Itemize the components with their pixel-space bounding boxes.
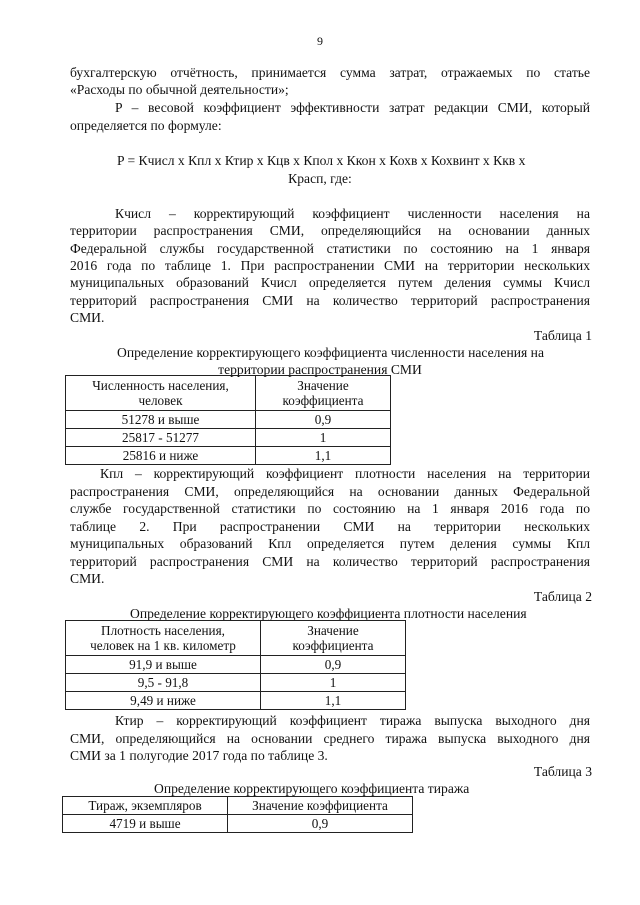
formula-line: Красп, где: <box>288 171 352 186</box>
table-cell: 1 <box>256 429 391 447</box>
table-cell: 25816 и ниже <box>66 447 256 465</box>
table-row <box>66 656 406 674</box>
paragraph-line: территорий распространения СМИ на количество территорий распространения <box>70 554 590 569</box>
paragraph-line: территорий распространения СМИ на количество территорий распространения <box>70 293 590 308</box>
paragraph-line: территории распространения СМИ, определяющийся на основании данных <box>70 223 590 238</box>
paragraph-line: определяется по формуле: <box>70 118 222 133</box>
paragraph-line: СМИ, определяющийся на основании среднего тиража выпуска выходного дня <box>70 731 590 746</box>
table-cell: 25817 - 51277 <box>66 429 256 447</box>
table-label: Таблица 3 <box>533 764 592 779</box>
header-cell <box>256 376 391 411</box>
table-label: Таблица 2 <box>533 589 592 604</box>
header-line: Значение <box>307 623 359 638</box>
table-density <box>65 620 406 710</box>
paragraph-line: Федеральной службы государственной статистики по состоянию на 1 января <box>70 241 590 256</box>
table-header-row <box>63 797 413 815</box>
paragraph-line: Кчисл – корректирующий коэффициент численности населения на <box>115 206 590 221</box>
paragraph-line: Ктир – корректирующий коэффициент тиража выпуска выходного дня <box>115 713 590 728</box>
table-row <box>66 411 391 429</box>
table-title: Определение корректирующего коэффициента тиража <box>154 781 470 796</box>
table-cell: 1 <box>261 674 406 692</box>
table-title: Определение корректирующего коэффициента численности населения на <box>117 345 544 360</box>
formula-line: P = Кчисл х Кпл х Ктир х Кцв х Кпол х Ккон х Кохв х Кохвинт х Ккв х <box>117 153 526 168</box>
table-row <box>66 692 406 710</box>
paragraph-line: службе государственной статистики по состоянию на 1 января 2016 года по <box>70 501 590 516</box>
table-cell: 4719 и выше <box>63 815 228 833</box>
table-row <box>66 429 391 447</box>
header-line: коэффициента <box>292 638 374 653</box>
table-title: территории распространения СМИ <box>218 362 422 377</box>
table-cell: 0,9 <box>256 411 391 429</box>
header-cell <box>66 621 261 656</box>
header-line: Значение <box>297 378 349 393</box>
paragraph-line: распространения СМИ, определяющийся на основании данных Федеральной <box>70 484 590 499</box>
table-row <box>66 674 406 692</box>
header-line: коэффициента <box>282 393 364 408</box>
paragraph-line: 2016 года по таблице 1. При распространении СМИ на территории нескольких <box>70 258 590 273</box>
header-line: Плотность населения, <box>101 623 225 638</box>
table-cell: 9,49 и ниже <box>66 692 261 710</box>
paragraph-line: муниципальных образований Кчисл определяется путем деления суммы Кчисл <box>70 275 590 290</box>
paragraph-line: P – весовой коэффициент эффективности затрат редакции СМИ, который <box>115 100 590 115</box>
paragraph-line: бухгалтерскую отчётность, принимается сумма затрат, отражаемых по статье <box>70 65 590 80</box>
table-header-row <box>66 376 391 411</box>
table-cell: 51278 и выше <box>66 411 256 429</box>
paragraph-line: Кпл – корректирующий коэффициент плотности населения на территории <box>100 466 590 481</box>
table-cell: 1,1 <box>256 447 391 465</box>
page-number: 9 <box>317 34 323 48</box>
paragraph-line: «Расходы по обычной деятельности»; <box>70 82 289 97</box>
header-line: человек на 1 кв. километр <box>90 638 236 653</box>
table-cell: 91,9 и выше <box>66 656 261 674</box>
table-cell: 1,1 <box>261 692 406 710</box>
table-cell: 9,5 - 91,8 <box>66 674 261 692</box>
table-circulation <box>62 796 413 833</box>
paragraph-line: СМИ за 1 полугодие 2017 года по таблице 3. <box>70 748 328 763</box>
paragraph-line: таблице 2. При распространении СМИ на территории нескольких <box>70 519 590 534</box>
header-line: человек <box>138 393 183 408</box>
table-row <box>66 447 391 465</box>
table-cell: 0,9 <box>228 815 413 833</box>
paragraph-line: СМИ. <box>70 310 105 325</box>
paragraph-line: СМИ. <box>70 571 105 586</box>
table-title: Определение корректирующего коэффициента плотности населения <box>130 606 527 621</box>
table-row <box>63 815 413 833</box>
header-cell <box>261 621 406 656</box>
table-cell: 0,9 <box>261 656 406 674</box>
paragraph-line: муниципальных образований Кпл определяется путем деления суммы Кпл <box>70 536 590 551</box>
table-label: Таблица 1 <box>533 328 592 343</box>
header-cell: Тираж, экземпляров <box>63 797 228 815</box>
header-cell <box>66 376 256 411</box>
header-line: Численность населения, <box>92 378 229 393</box>
table-header-row <box>66 621 406 656</box>
table-population <box>65 375 391 465</box>
header-cell: Значение коэффициента <box>228 797 413 815</box>
